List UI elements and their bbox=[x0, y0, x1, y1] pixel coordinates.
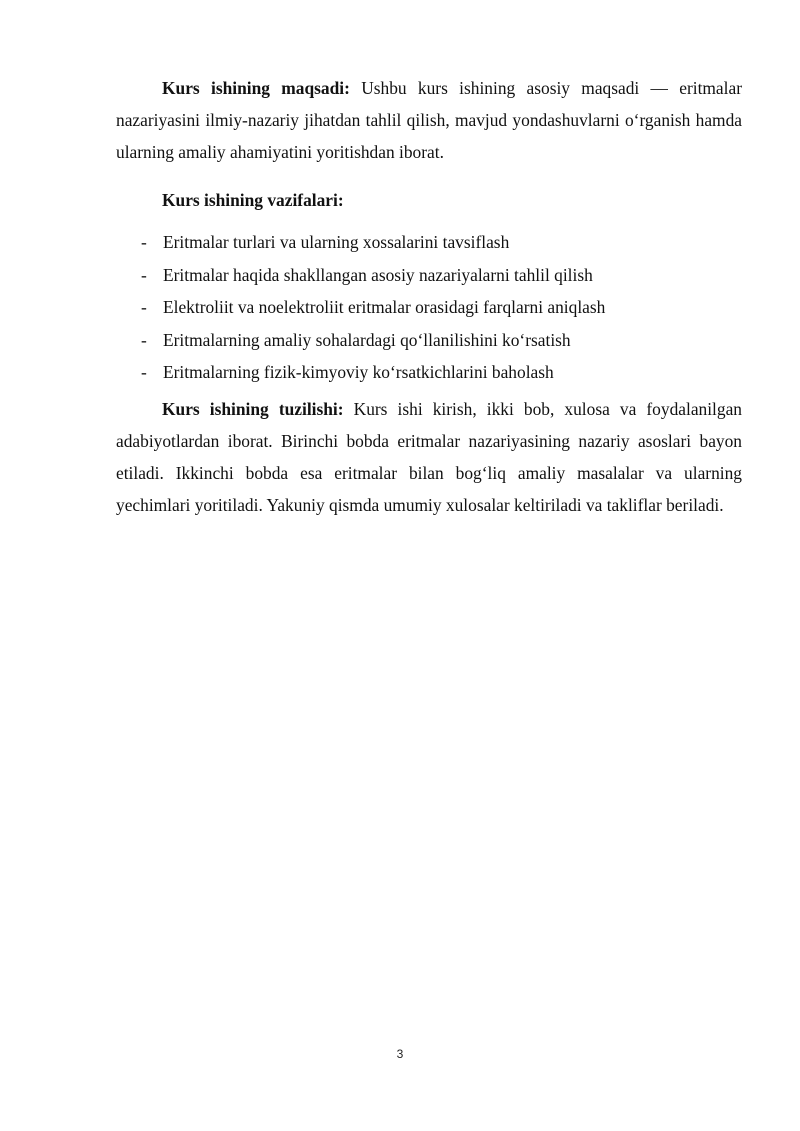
tasks-list bbox=[116, 226, 742, 389]
page-content bbox=[116, 72, 742, 521]
list-item bbox=[116, 324, 742, 357]
goal-paragraph bbox=[116, 72, 742, 168]
list-item bbox=[116, 259, 742, 292]
page-number: 3 bbox=[396, 1047, 404, 1061]
list-item bbox=[116, 356, 742, 389]
list-item bbox=[116, 291, 742, 324]
list-bullet: - bbox=[141, 297, 147, 317]
list-bullet: - bbox=[141, 362, 147, 382]
list-item-text: Eritmalarning fizik-kimyoviy ko‘rsatkichlarini baholash bbox=[163, 362, 554, 382]
list-bullet: - bbox=[141, 264, 147, 285]
list-item bbox=[116, 226, 742, 259]
list-item-text: Eritmalarning amaliy sohalardagi qo‘llanilishini ko‘rsatish bbox=[163, 329, 571, 350]
tasks-heading: Kurs ishining vazifalari: bbox=[162, 190, 344, 210]
structure-paragraph bbox=[116, 393, 742, 521]
goal-label: Kurs ishining maqsadi: bbox=[162, 78, 350, 98]
list-item-text: Eritmalar turlari va ularning xossalarini tavsiflash bbox=[163, 232, 510, 252]
list-bullet: - bbox=[141, 232, 147, 252]
goal-text: Ushbu kurs ishining asosiy maqsadi — eritmalar nazariyasini ilmiy-nazariy jihatdan tahlil qilish, mavjud yondashuvlarni o‘rganish hamda ularning amaliy ahamiyatini yoritishdan iborat. bbox=[116, 78, 742, 162]
structure-label: Kurs ishining tuzilishi: bbox=[162, 398, 344, 419]
structure-text: Kurs ishi kirish, ikki bob, xulosa va foydalanilgan adabiyotlardan iborat. Birinchi bobda eritmalar nazariyasining nazariy asoslari bayon etiladi. Ikkinchi bobda esa eritmalar bilan bog‘liq amaliy masalalar va ularning yechimlari yoritiladi. Yakuniy qismda umumiy xulosalar keltiriladi va takliflar beriladi. bbox=[116, 398, 743, 515]
list-bullet: - bbox=[141, 329, 147, 350]
list-item-text: Eritmalar haqida shakllangan asosiy nazariyalarni tahlil qilish bbox=[163, 264, 593, 285]
list-item-text: Elektroliit va noelektroliit eritmalar orasidagi farqlarni aniqlash bbox=[163, 297, 606, 317]
